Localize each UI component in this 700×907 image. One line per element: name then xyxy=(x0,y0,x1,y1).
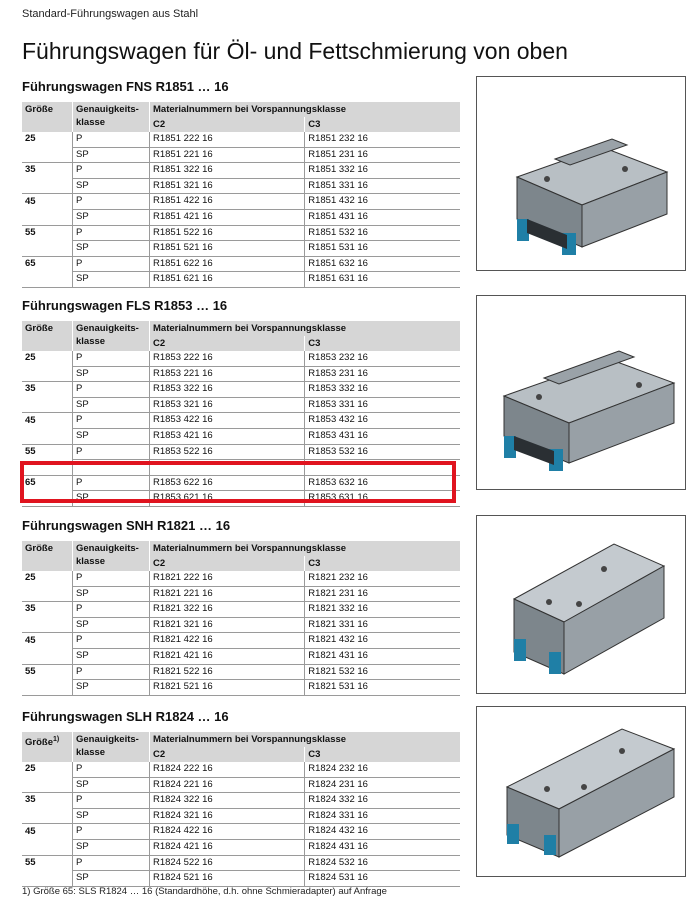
cell-c2: R1853 422 16 xyxy=(150,413,305,429)
table-row xyxy=(22,777,460,793)
section-title: Führungswagen FNS R1851 … 16 xyxy=(22,79,229,94)
cell-size: 65 xyxy=(25,258,36,269)
cell-c2: R1824 222 16 xyxy=(150,762,305,777)
table-row xyxy=(22,397,460,413)
section-snh xyxy=(22,518,460,696)
cell-c3: R1824 532 16 xyxy=(305,855,460,871)
highlight-box-size-65 xyxy=(20,461,456,503)
cell-size: 45 xyxy=(25,414,36,426)
table-row xyxy=(22,256,460,272)
cell-size xyxy=(22,586,73,602)
table-row xyxy=(22,633,460,649)
cell-c3: R1851 231 16 xyxy=(305,147,460,163)
cell-c3: R1821 532 16 xyxy=(305,664,460,680)
table-row xyxy=(22,664,460,680)
cell-c3: R1853 532 16 xyxy=(305,444,460,460)
cell-c3: R1853 332 16 xyxy=(305,382,460,398)
cell-accuracy: P xyxy=(73,194,150,210)
material-number-table xyxy=(22,102,460,288)
cell-size xyxy=(22,147,73,163)
cell-c2: R1853 222 16 xyxy=(150,351,305,366)
cell-size: 25 xyxy=(25,763,36,775)
table-row xyxy=(22,382,460,398)
cell-c3: R1853 632 16 xyxy=(305,475,460,491)
section-title: Führungswagen FLS R1853 … 16 xyxy=(22,298,228,313)
product-image-fns xyxy=(476,76,686,271)
cell-size xyxy=(22,241,73,257)
cell-c2: R1851 422 16 xyxy=(150,194,305,210)
page-header: Standard-Führungswagen aus Stahl xyxy=(22,8,199,20)
cell-accuracy: SP xyxy=(73,617,150,633)
header-accuracy-class: Genauigkeits-klasse xyxy=(73,321,150,351)
header-accuracy-class: Genauigkeits-klasse xyxy=(73,541,150,571)
table-row xyxy=(22,351,460,366)
table-row xyxy=(22,586,460,602)
cell-accuracy: P xyxy=(73,571,150,586)
cell-accuracy: P xyxy=(73,132,150,147)
cell-accuracy: SP xyxy=(73,209,150,225)
cell-c2: R1851 222 16 xyxy=(150,132,305,147)
cell-size: 25 xyxy=(25,572,36,584)
cell-c2: R1853 421 16 xyxy=(150,428,305,444)
cell-c3: R1824 531 16 xyxy=(305,871,460,887)
cell-c2: R1824 322 16 xyxy=(150,793,305,809)
cell-c3: R1853 232 16 xyxy=(305,351,460,366)
header-c3: C3 xyxy=(305,747,460,762)
cell-size: 55 xyxy=(25,856,36,868)
cell-c2: R1853 321 16 xyxy=(150,397,305,413)
cell-c3: R1821 331 16 xyxy=(305,617,460,633)
cell-accuracy: P xyxy=(73,351,150,366)
table-row xyxy=(22,602,460,618)
cell-c2: R1821 321 16 xyxy=(150,617,305,633)
cell-c3: R1851 531 16 xyxy=(305,241,460,257)
cell-size xyxy=(22,808,73,824)
header-material-numbers: Materialnummern bei Vorspannungsklasse xyxy=(150,541,461,556)
cell-c3: R1853 432 16 xyxy=(305,413,460,429)
cell-accuracy: SP xyxy=(73,648,150,664)
cell-accuracy: SP xyxy=(73,366,150,382)
material-number-table xyxy=(22,732,460,887)
table-row xyxy=(22,241,460,257)
cell-size: 25 xyxy=(25,133,36,145)
cell-c3: R1824 231 16 xyxy=(305,777,460,793)
cell-c3: R1851 631 16 xyxy=(305,272,460,288)
cell-accuracy: SP xyxy=(73,491,150,507)
table-row xyxy=(22,762,460,777)
header-c2: C2 xyxy=(150,336,305,351)
cell-c3: R1821 332 16 xyxy=(305,602,460,618)
cell-size: 35 xyxy=(25,164,36,176)
cell-size: 35 xyxy=(25,794,36,806)
cell-c3: R1851 232 16 xyxy=(305,132,460,147)
material-number-table xyxy=(22,541,460,696)
product-image-slh xyxy=(476,706,686,877)
page-title: Führungswagen für Öl- und Fettschmierung von oben xyxy=(22,38,568,64)
table-row xyxy=(22,793,460,809)
cell-c2: R1824 221 16 xyxy=(150,777,305,793)
cell-c3: R1824 332 16 xyxy=(305,793,460,809)
cell-c3: R1851 431 16 xyxy=(305,209,460,225)
cell-c2: R1821 522 16 xyxy=(150,664,305,680)
cell-size: 35 xyxy=(25,383,36,395)
cell-c3: R1824 232 16 xyxy=(305,762,460,777)
cell-accuracy: SP xyxy=(73,586,150,602)
cell-size xyxy=(22,366,73,382)
cell-c2: R1821 421 16 xyxy=(150,648,305,664)
cell-c2: R1851 622 16 xyxy=(150,256,305,272)
cell-c2: R1853 621 16 xyxy=(150,491,305,507)
table-row xyxy=(22,855,460,871)
cell-size: 55 xyxy=(25,665,36,677)
cell-accuracy: SP xyxy=(73,808,150,824)
table-row xyxy=(22,163,460,179)
header-c2: C2 xyxy=(150,117,305,132)
cell-size: 45 xyxy=(25,195,36,207)
cell-accuracy: P xyxy=(73,762,150,777)
cell-c2: R1824 321 16 xyxy=(150,808,305,824)
table-row xyxy=(22,871,460,887)
cell-accuracy: P xyxy=(73,793,150,809)
table-row xyxy=(22,428,460,444)
table-row xyxy=(22,444,460,460)
header-material-numbers: Materialnummern bei Vorspannungsklasse xyxy=(150,732,461,747)
header-c2: C2 xyxy=(150,556,305,571)
cell-c3: R1821 431 16 xyxy=(305,648,460,664)
cell-accuracy: P xyxy=(73,602,150,618)
table-row xyxy=(22,132,460,147)
cell-c2: R1851 421 16 xyxy=(150,209,305,225)
cell-accuracy: P xyxy=(73,633,150,649)
table-row xyxy=(22,571,460,586)
cell-size: 35 xyxy=(25,603,36,615)
section-title: Führungswagen SNH R1821 … 16 xyxy=(22,518,231,533)
cell-c2: R1853 622 16 xyxy=(150,475,305,491)
cell-c3: R1824 331 16 xyxy=(305,808,460,824)
cell-size: 55 xyxy=(25,226,36,238)
cell-c2: R1824 521 16 xyxy=(150,871,305,887)
table-row xyxy=(22,225,460,241)
cell-size xyxy=(22,617,73,633)
table-row xyxy=(22,272,460,288)
cell-size xyxy=(22,839,73,855)
cell-accuracy: P xyxy=(73,855,150,871)
cell-size: 25 xyxy=(25,352,36,364)
cell-size xyxy=(22,272,73,288)
cell-accuracy: SP xyxy=(73,680,150,696)
cell-accuracy: SP xyxy=(73,871,150,887)
cell-c2: R1824 422 16 xyxy=(150,824,305,840)
table-row xyxy=(22,617,460,633)
product-image-snh xyxy=(476,515,686,694)
header-size: Größe xyxy=(22,541,73,571)
cell-size xyxy=(22,178,73,194)
section-slh xyxy=(22,709,460,887)
cell-c2: R1824 421 16 xyxy=(150,839,305,855)
cell-size: 65 xyxy=(25,477,36,488)
cell-c3: R1851 331 16 xyxy=(305,178,460,194)
cell-c3: R1821 232 16 xyxy=(305,571,460,586)
cell-c2: R1821 322 16 xyxy=(150,602,305,618)
cell-c2: R1853 322 16 xyxy=(150,382,305,398)
cell-accuracy: P xyxy=(73,444,150,460)
cell-c2: R1851 221 16 xyxy=(150,147,305,163)
cell-c3: R1853 431 16 xyxy=(305,428,460,444)
cell-c2: R1821 221 16 xyxy=(150,586,305,602)
cell-c2: R1851 522 16 xyxy=(150,225,305,241)
header-size: Größe$^{1)}$ xyxy=(22,732,73,762)
footnote: 1) Größe 65: SLS R1824 … 16 (Standardhöhe, d.h. ohne Schmieradapter) auf Anfrage xyxy=(22,886,387,897)
cell-accuracy: SP xyxy=(73,777,150,793)
cell-c3: R1851 332 16 xyxy=(305,163,460,179)
cell-accuracy: P xyxy=(73,163,150,179)
table-row xyxy=(22,824,460,840)
cell-c2: R1821 422 16 xyxy=(150,633,305,649)
cell-accuracy: SP xyxy=(73,428,150,444)
cell-accuracy: P xyxy=(73,225,150,241)
table-row xyxy=(22,147,460,163)
header-accuracy-class: Genauigkeits-klasse xyxy=(73,732,150,762)
table-row xyxy=(22,808,460,824)
cell-c3: R1824 431 16 xyxy=(305,839,460,855)
footnote-marker: 1) xyxy=(52,736,60,743)
cell-c2: R1851 322 16 xyxy=(150,163,305,179)
table-row xyxy=(22,178,460,194)
table-row xyxy=(22,209,460,225)
cell-c3: R1821 231 16 xyxy=(305,586,460,602)
cell-c3: R1853 231 16 xyxy=(305,366,460,382)
header-size: Größe xyxy=(22,102,73,132)
product-image-fls xyxy=(476,295,686,490)
cell-c3: R1821 432 16 xyxy=(305,633,460,649)
table-row xyxy=(22,194,460,210)
cell-accuracy: P xyxy=(73,413,150,429)
cell-c2: R1824 522 16 xyxy=(150,855,305,871)
header-size: Größe xyxy=(22,321,73,351)
cell-accuracy: SP xyxy=(73,397,150,413)
cell-size xyxy=(22,648,73,664)
cell-c2: R1851 521 16 xyxy=(150,241,305,257)
cell-c2: R1853 221 16 xyxy=(150,366,305,382)
cell-c3: R1851 532 16 xyxy=(305,225,460,241)
cell-size xyxy=(22,777,73,793)
cell-c3: R1851 632 16 xyxy=(305,256,460,272)
cell-size xyxy=(22,428,73,444)
cell-c3: R1821 531 16 xyxy=(305,680,460,696)
cell-accuracy: SP xyxy=(73,147,150,163)
cell-accuracy: SP xyxy=(73,839,150,855)
cell-accuracy: SP xyxy=(73,241,150,257)
cell-size: 55 xyxy=(25,445,36,457)
cell-c2: R1851 321 16 xyxy=(150,178,305,194)
header-c3: C3 xyxy=(305,336,460,351)
cell-accuracy: SP xyxy=(73,272,150,288)
table-row xyxy=(22,839,460,855)
section-title: Führungswagen SLH R1824 … 16 xyxy=(22,709,229,724)
table-row xyxy=(22,648,460,664)
cell-accuracy: P xyxy=(73,664,150,680)
cell-size: 45 xyxy=(25,825,36,837)
cell-size xyxy=(22,680,73,696)
header-material-numbers: Materialnummern bei Vorspannungsklasse xyxy=(150,321,461,336)
cell-c3: R1824 432 16 xyxy=(305,824,460,840)
cell-accuracy: P xyxy=(73,824,150,840)
cell-c3: R1853 631 16 xyxy=(305,491,460,507)
cell-accuracy: P xyxy=(73,475,150,491)
cell-c2: R1821 521 16 xyxy=(150,680,305,696)
cell-size xyxy=(22,871,73,887)
table-row xyxy=(22,366,460,382)
cell-accuracy: P xyxy=(73,256,150,272)
cell-size xyxy=(22,209,73,225)
header-c2: C2 xyxy=(150,747,305,762)
section-fns xyxy=(22,79,460,288)
cell-c2: R1851 621 16 xyxy=(150,272,305,288)
cell-c3: R1853 331 16 xyxy=(305,397,460,413)
cell-c2: R1821 222 16 xyxy=(150,571,305,586)
cell-size xyxy=(22,397,73,413)
table-row xyxy=(22,680,460,696)
cell-accuracy: P xyxy=(73,382,150,398)
header-c3: C3 xyxy=(305,117,460,132)
cell-c3: R1851 432 16 xyxy=(305,194,460,210)
header-accuracy-class: Genauigkeits-klasse xyxy=(73,102,150,132)
table-row xyxy=(22,413,460,429)
cell-size: 45 xyxy=(25,634,36,646)
cell-accuracy: SP xyxy=(73,178,150,194)
cell-c2: R1853 522 16 xyxy=(150,444,305,460)
header-material-numbers: Materialnummern bei Vorspannungsklasse xyxy=(150,102,461,117)
header-c3: C3 xyxy=(305,556,460,571)
